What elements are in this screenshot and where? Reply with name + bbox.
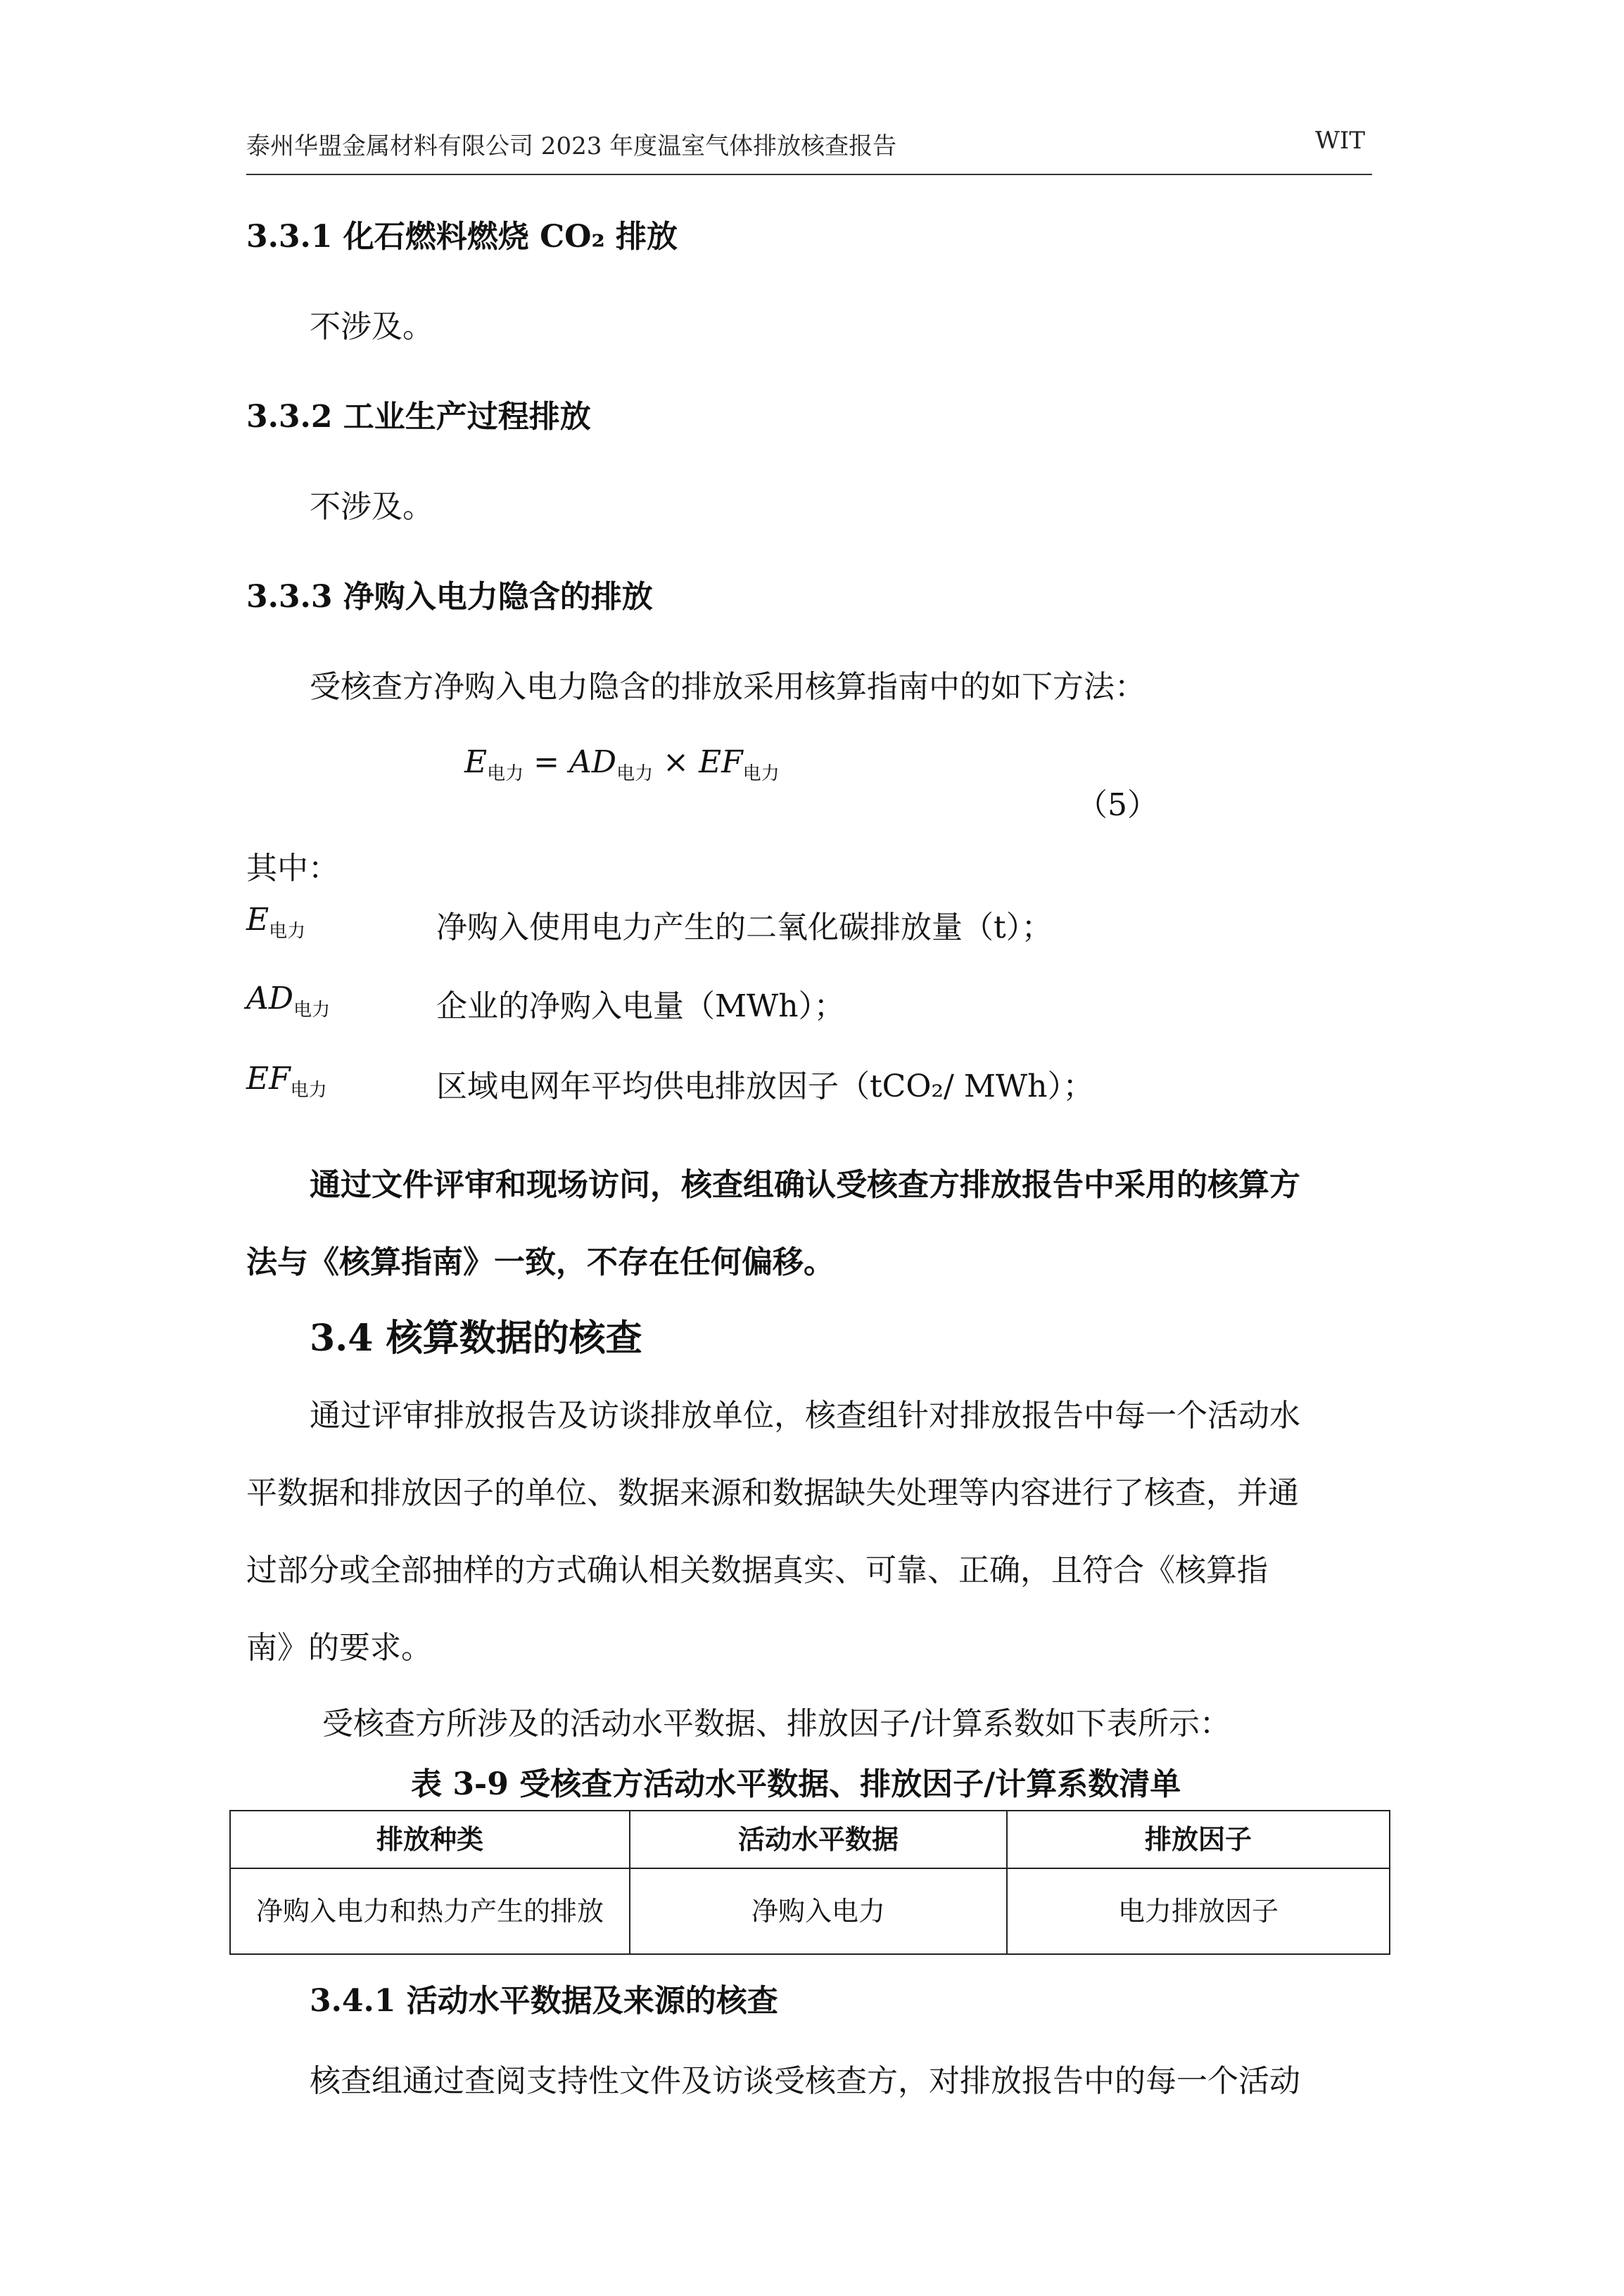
section-3-4-para-line-3: 过部分或全部抽样的方式确认相关数据真实、可靠、正确，且符合《核算指 <box>246 1552 1268 1588</box>
header-brand: WIT <box>1314 127 1365 155</box>
conclusion-line-2: 法与《核算指南》一致，不存在任何偏移。 <box>246 1244 835 1280</box>
equation-number: （5） <box>1077 787 1158 823</box>
section-3-4-para-line-1: 通过评审排放报告及访谈排放单位，核查组针对排放报告中每一个活动水 <box>310 1398 1300 1434</box>
table-header-cell: 排放种类 <box>230 1811 630 1868</box>
definition-ad-symbol: $AD_{电力}$ <box>246 981 331 1021</box>
section-3-4-para-line-2: 平数据和排放因子的单位、数据来源和数据缺失处理等内容进行了核查，并通 <box>246 1475 1299 1511</box>
definition-e-symbol: $E_{电力}$ <box>246 902 306 942</box>
section-3-4-para-line-4: 南》的要求。 <box>246 1630 432 1666</box>
section-3-3-1-text: 不涉及。 <box>310 309 433 345</box>
table-cell: 净购入电力和热力产生的排放 <box>230 1868 630 1954</box>
definition-ad-desc: 企业的净购入电量（MWh）； <box>436 988 845 1024</box>
section-3-3-1-heading: 3.3.1 化石燃料燃烧 CO₂ 排放 <box>246 219 678 255</box>
table-header-cell: 活动水平数据 <box>630 1811 1007 1868</box>
table-row <box>230 1868 1390 1954</box>
emission-factor-table <box>229 1810 1390 1955</box>
conclusion-line-1: 通过文件评审和现场访问，核查组确认受核查方排放报告中采用的核算方 <box>310 1167 1300 1203</box>
definition-ef-desc: 区域电网年平均供电排放因子（tCO₂/ MWh）； <box>436 1069 1094 1104</box>
section-3-3-3-intro: 受核查方净购入电力隐含的排放采用核算指南中的如下方法： <box>310 669 1146 705</box>
definition-ef-symbol: $EF_{电力}$ <box>246 1061 327 1101</box>
section-3-3-2-text: 不涉及。 <box>310 489 433 525</box>
header-title: 泰州华盟金属材料有限公司 2023 年度温室气体排放核查报告 <box>246 132 897 160</box>
table-cell: 净购入电力 <box>630 1868 1007 1954</box>
definition-e-desc: 净购入使用电力产生的二氧化碳排放量（t）； <box>436 910 1053 945</box>
section-3-4-1-text: 核查组通过查阅支持性文件及访谈受核查方，对排放报告中的每一个活动 <box>310 2063 1300 2099</box>
header-divider <box>246 174 1372 175</box>
table-header-row <box>230 1811 1390 1868</box>
section-3-3-2-heading: 3.3.2 工业生产过程排放 <box>246 399 591 435</box>
section-3-3-3-heading: 3.3.3 净购入电力隐含的排放 <box>246 579 653 615</box>
table-intro: 受核查方所涉及的活动水平数据、排放因子/计算系数如下表所示： <box>322 1706 1231 1742</box>
section-3-4-heading: 3.4 核算数据的核查 <box>310 1317 642 1360</box>
section-3-4-1-heading: 3.4.1 活动水平数据及来源的核查 <box>310 1983 778 2019</box>
table-caption: 表 3-9 受核查方活动水平数据、排放因子/计算系数清单 <box>411 1766 1181 1802</box>
table-cell: 电力排放因子 <box>1007 1868 1390 1954</box>
where-label: 其中： <box>246 850 339 886</box>
equation-5: $E_{电力} = AD_{电力} \times EF_{电力}$ <box>464 744 780 784</box>
table-header-cell: 排放因子 <box>1007 1811 1390 1868</box>
